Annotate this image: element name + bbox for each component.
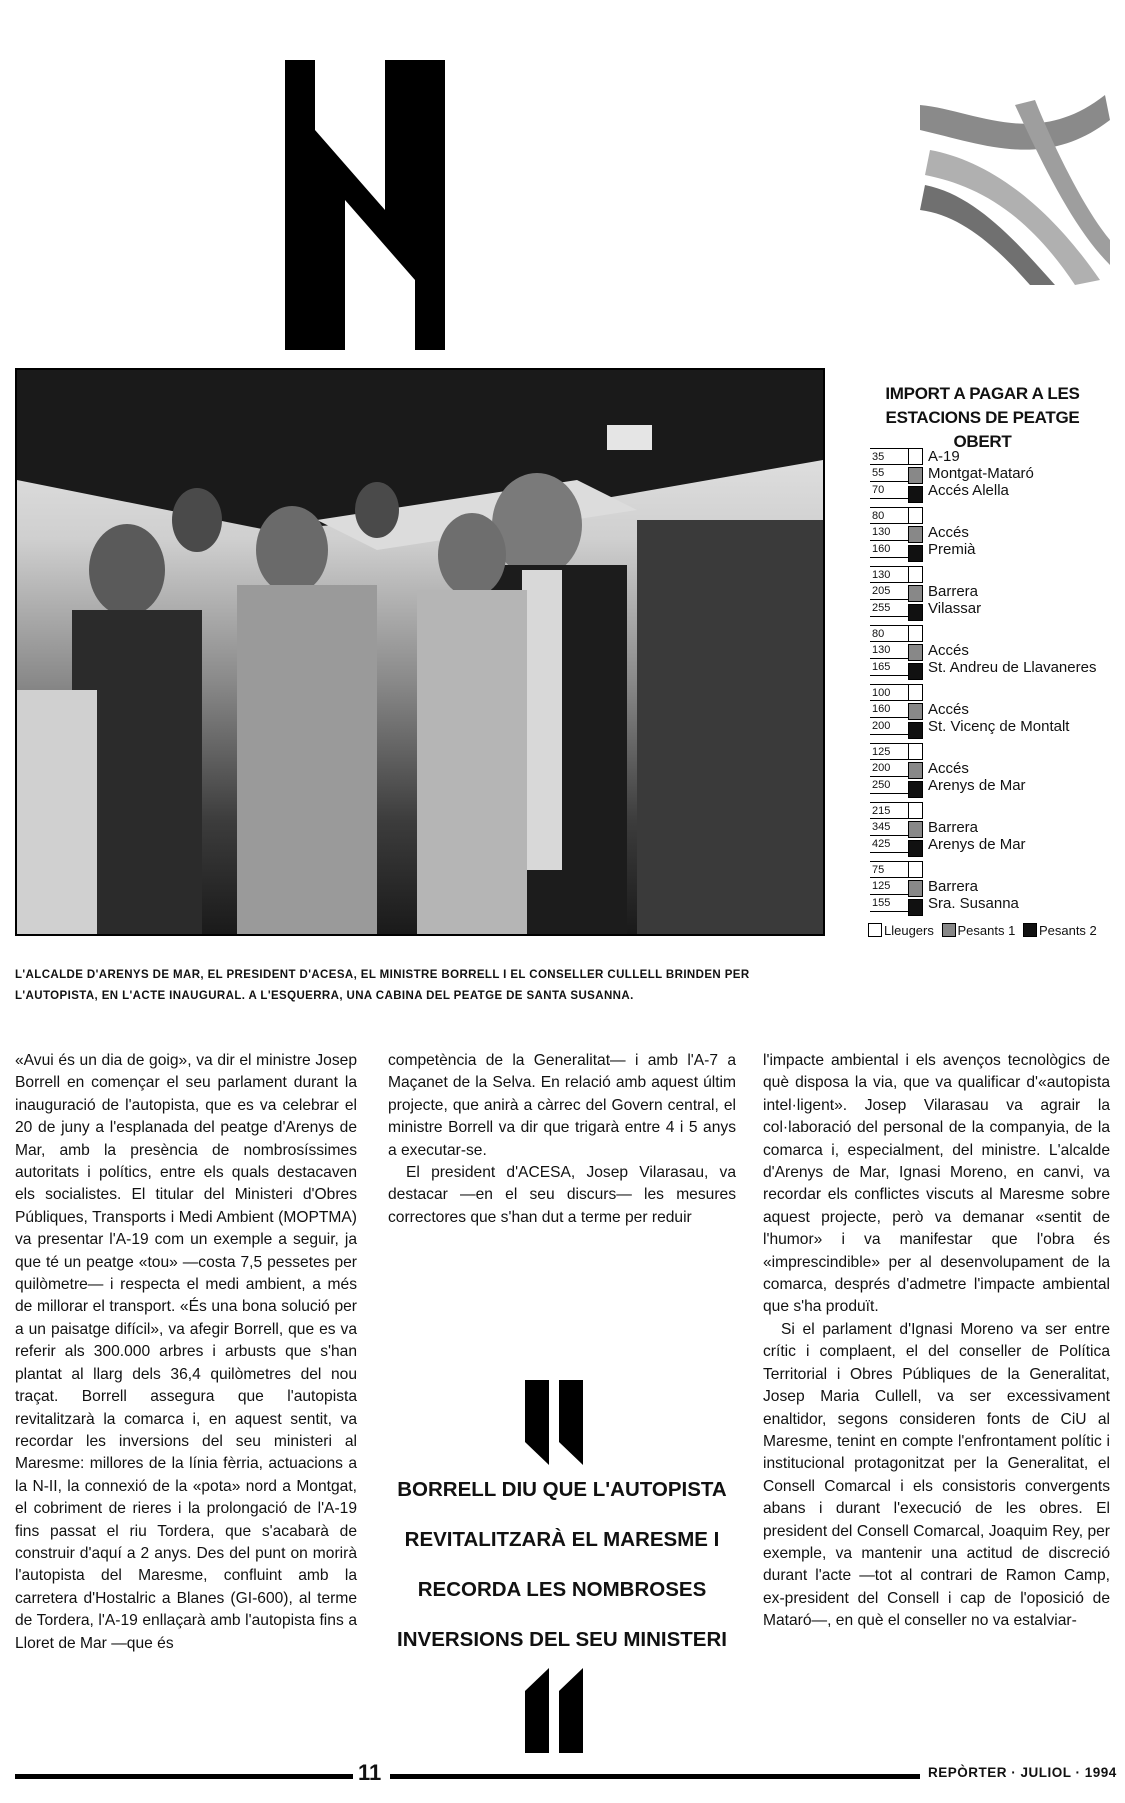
toll-station-label: Accés St. Andreu de Llavaneres — [928, 642, 1097, 676]
toll-value-light: 130 — [870, 566, 908, 583]
article-column-3 — [763, 1050, 1110, 1633]
pull-quote: BORRELL DIU QUE L'AUTOPISTA REVITALITZARÀ EL MARESME I RECORDA LES NOMBROSES INVERSIONS DEL SEU MINISTERI — [397, 1478, 727, 1651]
toll-value-heavy2: 165 — [870, 659, 908, 676]
toll-station-label: Barrera Sra. Susanna — [928, 878, 1019, 912]
toll-station-label: A-19 Montgat-Mataró Accés Alella — [928, 448, 1034, 499]
inauguration-photo — [15, 368, 825, 936]
toll-group — [870, 507, 1125, 559]
toll-value-heavy2: 425 — [870, 836, 908, 853]
article-column-2 — [388, 1050, 736, 1229]
toll-station-label: Barrera Vilassar — [928, 583, 982, 617]
toll-value-heavy1: 205 — [870, 583, 908, 600]
toll-value-heavy2: 160 — [870, 541, 908, 558]
photo-illustration — [17, 370, 823, 934]
toll-value-heavy1: 130 — [870, 642, 908, 659]
footer-rule — [390, 1774, 920, 1779]
toll-value-heavy1: 200 — [870, 760, 908, 777]
toll-group — [870, 802, 1125, 854]
legend-swatch-light — [868, 923, 882, 937]
article-paragraph: «Avui és un dia de goig», va dir el ministre Josep Borrell en començar el seu parlament durant la inauguració de l'autopista, que es va celebrar el 20 de juny a l'esplanada del peatge d'Arenys de Mar, amb la presència de nombrosíssimes autoritats i polítics, entre els quals destacaven els socialistes. El titular del Ministeri d'Obres Públiques, Transports i Medi Ambient (MOPTMA) va presentar l'A-19 com un exemple a seguir, ja que té un peatge «tou» —costa 7,5 pessetes per quilòmetre— i respecta el medi ambient, a més de millorar el transport. «És una bona solució per a un paisatge difícil», va afegir Borrell, que es va referir als 300.000 arbres i arbusts que s'han plantat al llarg dels 36,4 quilòmetres del nou traçat. Borrell assegura que l'autopista revitalitzarà la comarca i, en aquest sentit, va recordar les inversions del seu ministeri al Maresme: millores de la línia fèrria, actuacions a la N-II, la connexió de la «pota» nord a Montgat, el cobriment de rieres i la prolongació de l'A-19 fins passat el riu Tordera, que s'acabarà de construir d'aquí a 2 anys. Des del punt on morirà l'autopista del Maresme, confluint amb la carretera d'Hostalric a Blanes (GI-600), al terme de Tordera, l'A-19 enllaçarà amb l'autopista fins a Lloret de Mar —que és — [15, 1052, 357, 1652]
toll-legend — [868, 923, 1097, 938]
toll-value-heavy2: 250 — [870, 777, 908, 794]
toll-value-light: 80 — [870, 625, 908, 642]
toll-station-label: Accés St. Vicenç de Montalt — [928, 701, 1070, 735]
close-quote-icon — [525, 1668, 587, 1753]
toll-value-light: 100 — [870, 684, 908, 701]
article-paragraph: l'impacte ambiental i els avenços tecnològics de què disposa la via, que va qualificar d'«autopista intel·ligent». Josep Vilarasau va agrair la col·laboració del personal de la companyia, de la comarca i, especialment, del ministre. L'alcalde d'Arenys de Mar, Ignasi Moreno, en canvi, va recordar els conflictes viscuts al Maresme sobre aquest projecte, però va demanar «sentit de l'humor» i va manifestar que l'obra és «imprescindible» per al desenvolupament de la comarca, després d'admetre l'impacte ambiental que s'ha produït. — [763, 1052, 1110, 1316]
toll-value-light: 125 — [870, 743, 908, 760]
legend-heavy1: Pesants 1 — [957, 923, 1016, 938]
toll-station-label: Barrera Arenys de Mar — [928, 819, 1026, 853]
toll-value-heavy1: 130 — [870, 524, 908, 541]
toll-group — [870, 861, 1125, 913]
toll-value-light: 35 — [870, 448, 908, 465]
article-paragraph: competència de la Generalitat— i amb l'A-7 a Maçanet de la Selva. En relació amb aquest últim projecte, que anirà a càrrec del Govern central, el ministre Borrell va dir que trigarà entre 4 i 5 anys a executar-se. — [388, 1052, 736, 1159]
toll-value-heavy2: 70 — [870, 482, 908, 499]
article-column-1 — [15, 1050, 357, 1655]
toll-station-label: Accés Premià — [928, 524, 976, 558]
legend-heavy2: Pesants 2 — [1038, 923, 1097, 938]
toll-value-heavy2: 255 — [870, 600, 908, 617]
toll-value-heavy1: 345 — [870, 819, 908, 836]
toll-value-heavy2: 200 — [870, 718, 908, 735]
toll-value-heavy2: 155 — [870, 895, 908, 912]
toll-group — [870, 448, 1125, 500]
page-number: 11 — [358, 1760, 382, 1785]
open-quote-icon — [525, 1380, 587, 1465]
toll-value-heavy1: 160 — [870, 701, 908, 718]
footer-rule — [15, 1774, 353, 1779]
toll-group — [870, 625, 1125, 677]
toll-station-label: Accés Arenys de Mar — [928, 760, 1026, 794]
legend-light: Lleugers — [884, 923, 934, 938]
toll-group — [870, 566, 1125, 618]
toll-group — [870, 684, 1125, 736]
motorway-logo — [915, 90, 1115, 290]
toll-value-light: 75 — [870, 861, 908, 878]
article-paragraph: Si el parlament d'Ignasi Moreno va ser entre crític i complaent, el del conseller de Política Territorial i Obres Públiques de la Generalitat, Josep Maria Cullell, va ser excessivament enaltidor, segons consideren fonts de CiU al Maresme, tenint en compte l'enfrontament polític i institucional protagonitzat per la Generalitat, el Consell Comarcal i els consistoris convergents abans i durant l'execució de les obres. El president del Consell Comarcal, Joaquim Rey, per exemple, va mantenir una actitud de discreció durant l'acte —tot al contrari de Ramon Camp, ex-president del Consell i cap de l'oposició de Mataró—, en què el conseller no va estalviar- — [763, 1320, 1110, 1630]
section-initial-graphic — [285, 60, 445, 350]
photo-caption: L'ALCALDE D'ARENYS DE MAR, EL PRESIDENT D'ACESA, EL MINISTRE BORRELL I EL CONSELLER CULLELL BRINDEN PER L'AUTOPISTA, EN L'ACTE INAUGURAL. A L'ESQUERRA, UNA CABINA DEL PEATGE DE SANTA SUSANNA. — [15, 969, 750, 1002]
footer-publication: REPÒRTER · JULIOL · 1994 — [928, 1765, 1117, 1780]
article-paragraph: El president d'ACESA, Josep Vilarasau, va destacar —en el seu discurs— les mesures correctores que s'han dut a terme per reduir — [388, 1164, 736, 1226]
toll-value-heavy1: 55 — [870, 465, 908, 482]
toll-value-light: 215 — [870, 802, 908, 819]
toll-table-title: IMPORT A PAGAR A LES ESTACIONS DE PEATGE OBERT — [885, 384, 1080, 451]
toll-value-light: 80 — [870, 507, 908, 524]
toll-value-heavy1: 125 — [870, 878, 908, 895]
toll-group — [870, 743, 1125, 795]
legend-swatch-heavy1 — [942, 923, 956, 937]
legend-swatch-heavy2 — [1023, 923, 1037, 937]
